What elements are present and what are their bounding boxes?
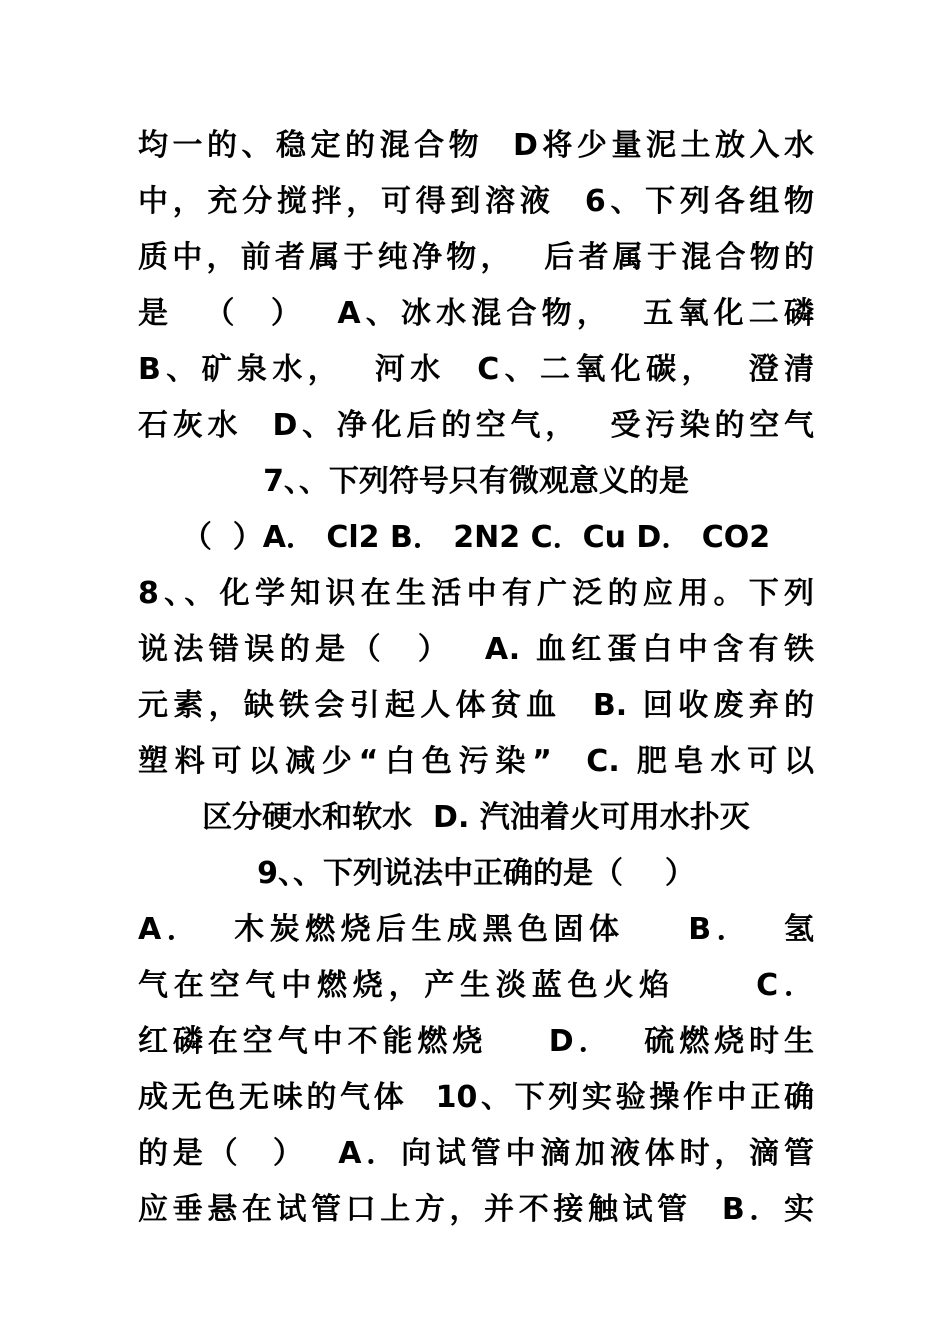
text-line: A． 木炭燃烧后生成黑色固体 B． 氢 [138, 912, 814, 947]
text-line: 气在空气中燃烧，产生淡蓝色火焰 C． [138, 968, 814, 1003]
text-line: 7、、下列符号只有微观意义的是 [263, 464, 689, 499]
text-line: 元素，缺铁会引起人体贫血 B. 回收废弃的 [138, 688, 814, 723]
text-line: 的是（ ） A．向试管中滴加液体时，滴管 [138, 1136, 814, 1171]
text-line: 是 （ ） A、冰水混合物， 五氧化二磷 [138, 296, 814, 331]
text-line: （ ）A． Cl2 B． 2N2 C．Cu D． CO2 [181, 520, 771, 555]
text-line: 区分硬水和软水 D. 汽油着火可用水扑灭 [202, 800, 750, 835]
text-line: 均一的、稳定的混合物 D将少量泥土放入水 [138, 128, 814, 163]
text-line: 应垂悬在试管口上方，并不接触试管 B．实 [138, 1192, 814, 1227]
text-line: 9、、下列说法中正确的是（ ） [257, 856, 695, 891]
text-line: 说法错误的是（ ） A. 血红蛋白中含有铁 [138, 632, 814, 667]
text-line: 塑料可以减少“白色污染” C. 肥皂水可以 [138, 744, 814, 779]
text-line: 中，充分搅拌，可得到溶液 6、下列各组物 [138, 184, 814, 219]
text-line: 成无色无味的气体 10、下列实验操作中正确 [138, 1080, 814, 1115]
text-line: B、矿泉水， 河水 C、二氧化碳， 澄清 [138, 352, 814, 387]
text-line: 石灰水 D、净化后的空气， 受污染的空气 [138, 408, 814, 443]
text-line: 质中，前者属于纯净物， 后者属于混合物的 [138, 240, 814, 275]
text-line: 红磷在空气中不能燃烧 D． 硫燃烧时生 [138, 1024, 814, 1059]
text-line: 8、、化学知识在生活中有广泛的应用。下列 [138, 576, 814, 611]
